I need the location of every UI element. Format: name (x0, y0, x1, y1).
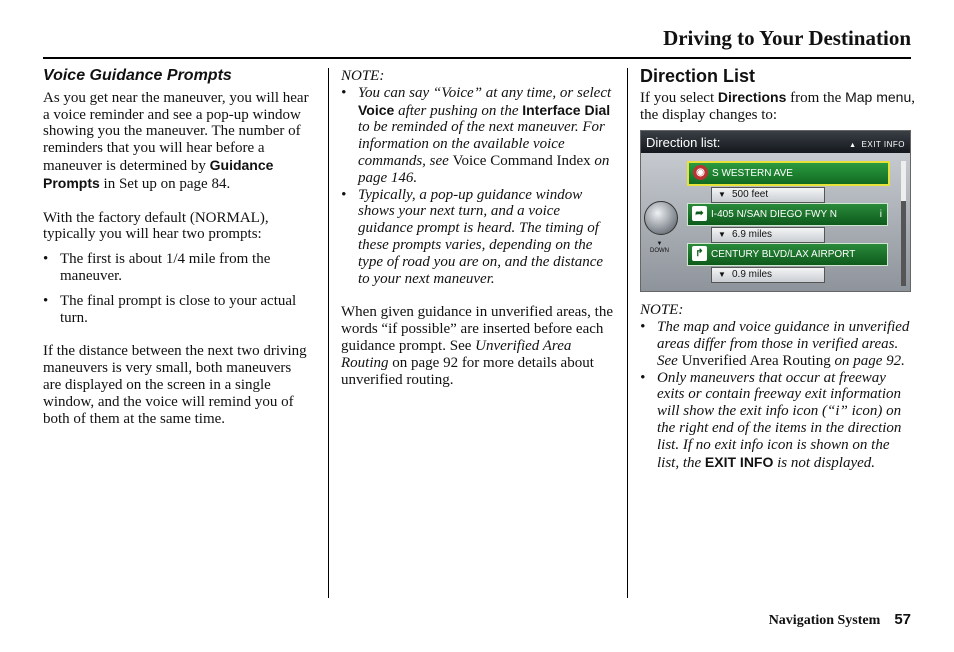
paragraph-1 (43, 90, 313, 193)
paragraph-3: If the distance between the next two driving maneuvers is very small, both maneuvers are displayed on the screen in a single window, and the voice will remind you of both of them at the same time. (43, 343, 307, 427)
voice-guidance-heading: Voice Guidance Prompts (43, 67, 232, 84)
distance-box (711, 267, 825, 283)
footer-section: Navigation System (768, 613, 881, 628)
unverified-area-routing-ref: Unverified Area Routing (341, 337, 572, 371)
down-text: DOWN (650, 248, 669, 255)
column-3 (640, 68, 915, 471)
header-rule (43, 57, 911, 59)
distance-value: 0.9 miles (732, 269, 773, 281)
distance-value: 500 feet (732, 189, 769, 201)
list-item: • The first is about 1/4 mile from the maneuver. (43, 251, 313, 285)
exit-ramp-icon: ↱ (692, 246, 707, 261)
note-list (341, 85, 616, 288)
scrollbar[interactable] (901, 161, 906, 286)
text: on page 92. (830, 352, 905, 369)
distance-value: 6.9 miles (732, 229, 773, 241)
distance-box (711, 227, 825, 243)
column-divider (627, 68, 628, 598)
column-1 (43, 68, 313, 427)
chevron-down-icon: ▼ (718, 270, 726, 280)
page-number: 57 (894, 611, 911, 628)
map-menu-term: Map menu (845, 88, 912, 105)
exit-info-button[interactable]: ▲ EXIT INFO (849, 137, 905, 155)
directions-term: Directions (717, 88, 787, 105)
prompt-list (43, 251, 313, 326)
text: is not displayed. (773, 454, 876, 471)
voice-command-index-ref: Voice Command Index (452, 152, 591, 169)
screen-title: Direction list: (646, 135, 721, 151)
down-label: ▼ DOWN (650, 241, 669, 255)
chevron-down-icon: ▼ (718, 190, 726, 200)
distance-box (711, 187, 825, 203)
chevron-down-icon: ▼ (718, 230, 726, 240)
text: The map and voice guidance in unverified areas differ from those in verified areas. See (657, 319, 910, 369)
unverified-area-routing-ref: Unverified Area Routing (681, 352, 831, 369)
interface-dial-knob[interactable] (644, 201, 678, 235)
note-list (640, 319, 915, 471)
guidance-prompts-term: Guidance Prompts (43, 156, 274, 191)
intro-paragraph (640, 89, 915, 124)
scrollbar-thumb[interactable] (901, 161, 906, 201)
text: after pushing on the (394, 102, 523, 119)
interface-dial-term: Interface Dial (522, 101, 611, 118)
text: to be reminded of the next maneuver. For information on the available voice commands, see (358, 119, 605, 169)
text: As you get near the maneuver, you will hear a voice reminder and see a pop-up window showing you the maneuver. The number of reminders that you will hear before a maneuver is determined by (43, 89, 309, 174)
list-item: • The final prompt is close to your actual turn. (43, 293, 313, 327)
row-label: I-405 N/SAN DIEGO FWY N (711, 209, 837, 221)
list-item (341, 85, 616, 187)
row-label: CENTURY BLVD/LAX AIRPORT (711, 249, 856, 261)
text: Only maneuvers that occur at freeway exits or contain freeway exit information will show the exit info icon (“i” icon) on the right end of the items in the direction list. If no exit info icon is shown on the list, the (657, 369, 902, 471)
text: in Set up on page 84. (99, 175, 231, 192)
exit-info-term: EXIT INFO (704, 453, 774, 470)
paragraph-2: With the factory default (NORMAL), typically you will hear two prompts: (43, 209, 269, 243)
list-item (640, 370, 915, 472)
direction-row[interactable] (687, 243, 888, 266)
destination-icon: ◉ (693, 165, 708, 180)
column-2 (341, 68, 616, 388)
column-divider (328, 68, 329, 598)
text: from the (786, 89, 846, 106)
text: on page 92 for more details about unverified routing. (341, 354, 594, 388)
text: on page 146. (358, 152, 610, 186)
paragraph-unverified (341, 304, 616, 388)
list-item (640, 319, 915, 369)
note-label: NOTE: (341, 68, 385, 84)
text: If you select (640, 89, 718, 106)
direction-row[interactable] (687, 161, 890, 186)
turn-right-icon: ➦ (692, 206, 707, 221)
text: You can say “Voice” at any time, or select (358, 84, 612, 101)
direction-list-screen (640, 130, 911, 292)
exit-info-icon[interactable]: i (879, 209, 882, 221)
page-title: Driving to Your Destination (663, 26, 911, 50)
screen-title-bar (641, 131, 910, 153)
direction-list-heading: Direction List (640, 66, 756, 86)
list-item: • Typically, a pop-up guidance window shows your next turn, and a voice guidance prompt is heard. The timing of these prompts varies, depending on the type of road you are on, and the distance to your next maneuver. (341, 187, 616, 288)
voice-term: Voice (358, 101, 395, 118)
text: When given guidance in unverified areas, the words “if possible” are inserted before each guidance prompt. See (341, 304, 613, 354)
row-label: S WESTERN AVE (712, 168, 793, 180)
text: , the display changes to: (640, 89, 915, 123)
direction-row[interactable] (687, 203, 888, 226)
note-label: NOTE: (640, 302, 684, 319)
page-footer (769, 611, 911, 629)
